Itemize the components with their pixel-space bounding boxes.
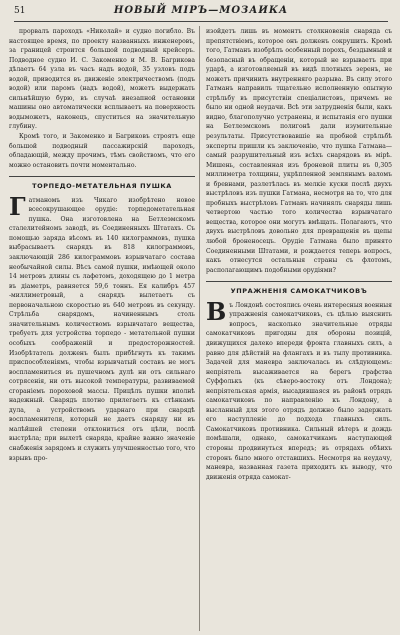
article-text: ъ Лондонѣ состоялись очень интересныя военныя упражненія самокатчиковъ, съ цѣлью выяснить вопросъ, насколько значительные отряды самокатчиковъ пригодны для обороны позицій, движущихся далеко впереди фронта главныхъ силъ, а равно для дѣйствій на флангахъ и въ тылу противника. Задачей для маневра заключалась въ слѣдующемъ: непріятель высаживается на берегъ графства Суффолькъ (къ сѣверо-востоку отъ Лондона); непріятельская армія, высадившаяся въ районѣ отрядъ самокатчиковъ по направленію къ Лондону, а высланный для этого отрядъ должно было задержать его наступленіе до подхода главныхъ силъ. Самокатчиковъ противника. Сильный вѣтеръ и дождь помѣшали, однако, самокатчикамъ наступающей стороны продвинуться впередъ; въ отрядахъ обѣихъ сторонъ было много отставшихъ. Несмотря на неудачу, маневра, названная газета приходитъ къ выводу, что движенія отряда самокат- xyxy=(206,301,392,481)
running-title: НОВЫЙ МІРЪ—МОЗАИКА xyxy=(113,5,289,16)
page-number: 51 xyxy=(14,6,26,16)
continued-paragraph: изойдетъ лишь въ моментъ столкновенія снаряда съ препятствіемъ, которое онъ долженъ сокрушить. Кромѣ того, Гатманъ изобрѣлъ особенный порохъ, бездымный и безопасный въ обращеніи, который не взрываетъ при ударѣ, а изготовляемый въ видѣ плотныхъ зеренъ, не можетъ причинить внутренняго разрыва. Въ силу этого Гатманъ направилъ тщательно исполненную опытную стрѣльбу въ присутствіи спеціалистовъ, причемъ не было ни одной неудачи. Всѣ эти затрудненія были, какъ видно, благополучно устранены, и испытанія его пушки на Бетлеэмскомъ полигонѣ дали изумительные результаты. Присутствовавшіе на пробной стрѣльбѣ эксперты пришли къ заключенію, что пушка Гатмана—самый разрушительный изъ всѣхъ снарядовъ въ мірѣ. Мишень, составленная изъ броневой плиты въ 0,305 миллиметра толщины, укрѣпленной землянымъ валомъ и бревнами, разлетѣлась въ мелкіе куски послѣ двухъ выстрѣловъ изъ пушки Гатмана, несмотря на то, что для пробныхъ выстрѣловъ Гатманъ начинялъ снаряды лишь четвертою частью того количества взрывчатаго вещества, которое они могутъ вмѣщать. Полагаютъ, что двухъ выстрѣловъ довольно для превращенія въ щепы любой броненосецъ. Орудіе Гатмана было принято Соединенными Штатами, и рождается теперь вопросъ, какъ отнесутся остальныя страны съ флотомъ, располагающимъ подобными орудіями? xyxy=(206,28,392,274)
section-heading-cyclists: УПРАЖНЕНІЯ САМОКАТЧИКОВЪ xyxy=(206,281,392,297)
drop-cap: Г xyxy=(9,191,26,221)
column-divider xyxy=(199,26,200,631)
section-heading-torpedo-gun: ТОРПЕДО-МЕТАТЕЛЬНАЯ ПУШКА xyxy=(9,176,195,192)
article-text: атманомъ изъ Чикаго изобрѣтено новое всесокрушающее орудіе: торпедометательная пушка. Она изготовлена на Бетлеэмскомъ сталелитейномъ заводѣ, въ Соединенныхъ Штатахъ. Съ помощью заряда вѣсомъ въ 140 килограммовъ, пушка выбрасываетъ снарядъ въ 818 килограммовъ, заключающій 286 килограммовъ взрывчатаго состава необычайной силы. Вѣсъ самой пушки, имѣющей около 14 метровъ длины съ лафетомъ, доходящею до 1 метра въ діаметръ, равняется 59,6 тоннъ. Ея калибръ 457 -миллиметровый, а снарядъ вылетаетъ съ первоначальною скоростью въ 640 метровъ въ секунду. Стрѣльба снарядомъ, начиненнымъ столь значительнымъ количествомъ взрывчатаго вещества, требуетъ для устройства торпедо - метательной пушки особыхъ соображеній и предосторожностей. Изобрѣтатель долженъ былъ прибѣгнуть къ такимъ приспособленіямъ, чтобы взрывчатый составъ не могъ воспламениться въ пушечномъ дулѣ ни отъ сильнаго сотрясенія, ни отъ высокой температуры, развиваемой сгораніемъ пороховой массы. Прицѣлъ пушки вполнѣ надежный. Снарядъ плотно прилегаетъ къ стѣнкамъ дула, а устройствомъ ударнаго при снарядѣ воспламенителя, который не даетъ снаряду ни въ малѣйшей степени отклониться отъ цѣли, послѣ выстрѣла; при вылетѣ снаряда, крайне важно значеніе снабженія зарядомъ и служить улучшенностью того, что взрывъ про- xyxy=(9,196,195,462)
article-paragraph xyxy=(9,191,195,463)
article-paragraph xyxy=(206,296,392,482)
page-header xyxy=(14,4,388,20)
header-rule xyxy=(14,21,388,22)
intro-paragraph: Кромѣ того, и Закоменко и Багриковъ строятъ еще большой подводный пассажирскій пароходъ, обладающій, между прочимъ, тѣмъ свойствомъ, что его можно остановить почти моментально. xyxy=(9,133,195,169)
intro-paragraph: прорвалъ пароходъ «Николай» и судно погибло. Въ настоящее время, по проекту названныхъ инженеровъ, за границей строится большой подводный крейсеръ. Подводное судно И. С. Закоменко и М. В. Багрикова дѣлаетъ 64 узла въ часъ надъ водой, 35 узловъ подъ водой, приводится въ движеніе электричествомъ (подъ водой) или паромъ (надъ водой), можетъ выдержать сильнѣйшую бурю, въ случаѣ внезапной остановки машины оно автоматически всплываетъ на поверхность водыможетъ, наконецъ, спуститься на значительную глубину. xyxy=(9,28,195,131)
left-column xyxy=(9,27,195,463)
drop-cap: В xyxy=(206,296,227,326)
right-column xyxy=(206,27,392,482)
